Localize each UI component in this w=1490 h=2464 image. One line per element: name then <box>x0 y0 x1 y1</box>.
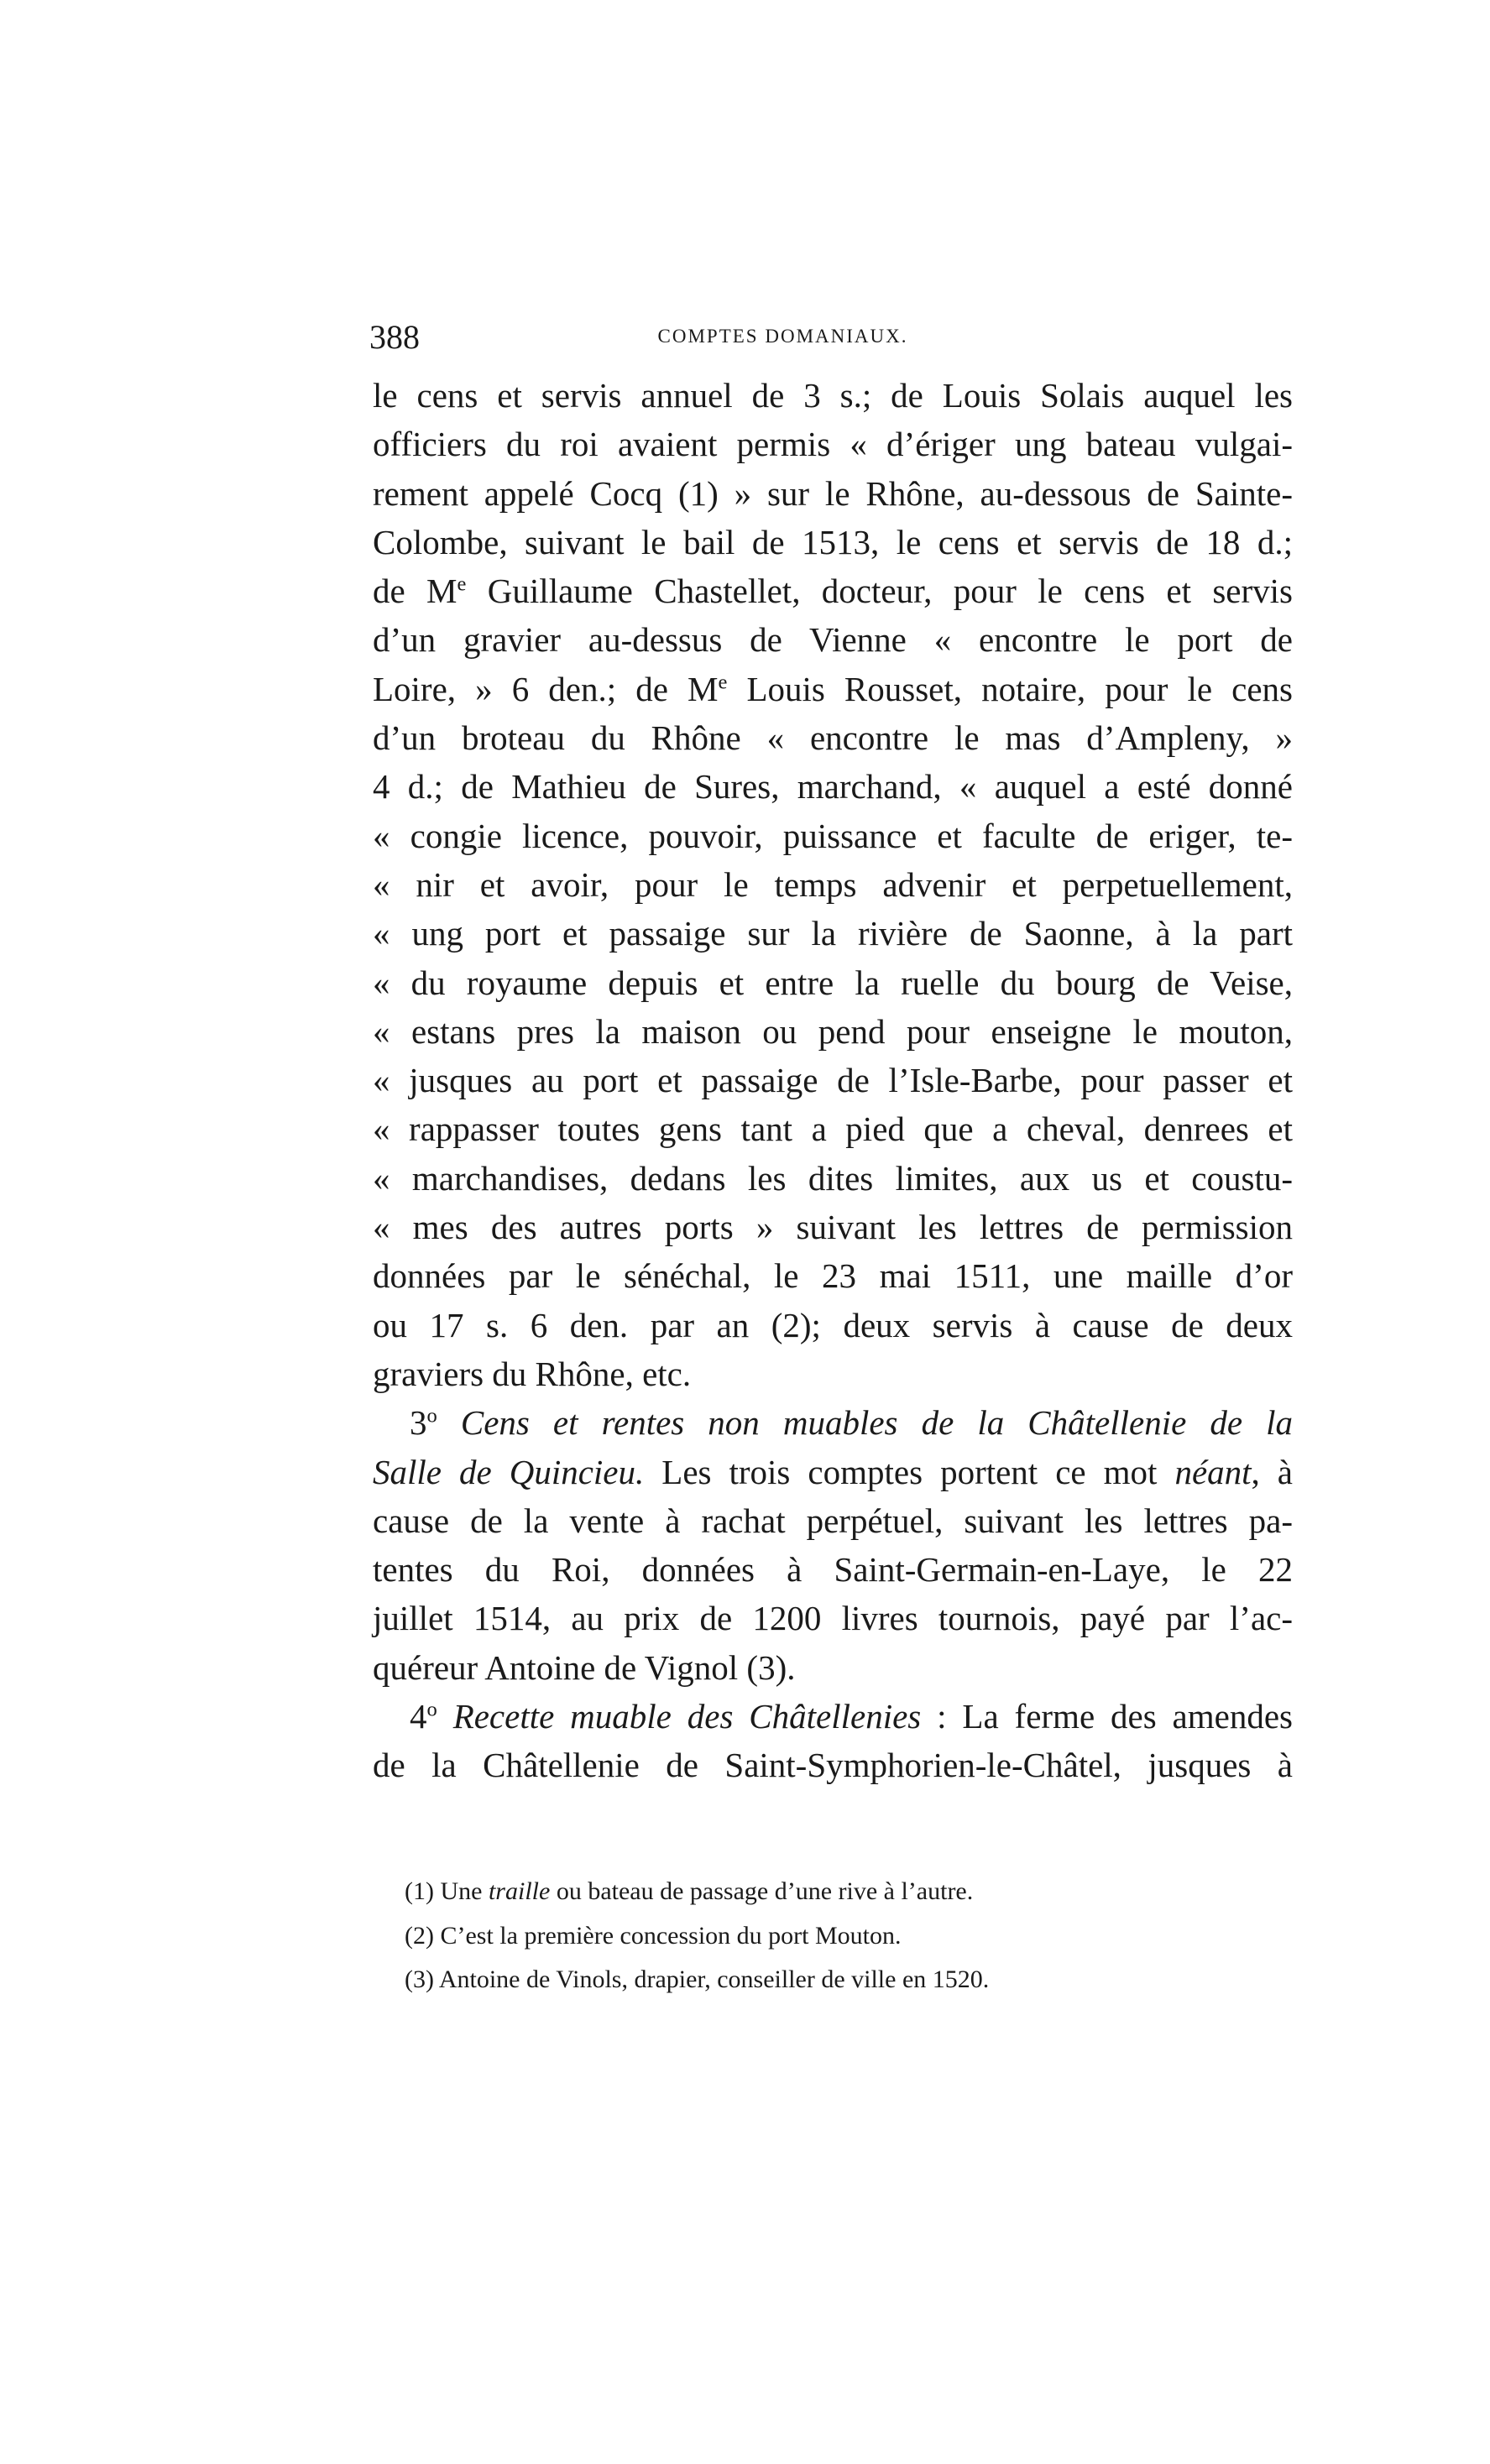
text-line <box>373 1007 1293 1056</box>
text-line <box>373 615 1293 664</box>
text-segment: officiers du roi avaient permis « d’ériger ung bateau vulgai- <box>373 425 1293 464</box>
text-line <box>373 713 1293 762</box>
text-line <box>373 1692 1293 1741</box>
text-segment: Louis Rousset, notaire, pour le cens <box>727 669 1293 708</box>
text-segment: « du royaume depuis et entre la ruelle du bourg de Veise, <box>373 963 1293 1002</box>
text-segment: graviers du Rhône, etc. <box>373 1354 692 1393</box>
text-segment: ou bateau de passage d’une rive à l’autre. <box>550 1877 974 1905</box>
text-segment: quéreur Antoine de Vignol (3). <box>373 1647 796 1687</box>
text-segment: « congie licence, pouvoir, puissance et faculte de eriger, te- <box>373 816 1293 855</box>
text-segment: « nir et avoir, pour le temps advenir et perpetuellement, <box>373 864 1293 904</box>
page-number: 388 <box>369 318 420 356</box>
text-segment: , à <box>1251 1452 1293 1491</box>
text-segment: d’un broteau du Rhône « encontre le mas d’Ampleny, » <box>373 718 1293 758</box>
text-segment: le cens et servis annuel de 3 s.; de Louis Solais auquel les <box>373 376 1293 415</box>
italic-text: Cens et rentes non muables de la Châtellenie de la <box>460 1403 1293 1443</box>
text-segment: Guillaume Chastellet, docteur, pour le cens et servis <box>466 572 1293 611</box>
text-line <box>373 665 1293 713</box>
text-segment: 4 <box>410 1697 427 1736</box>
text-line <box>373 812 1293 860</box>
text-segment: juillet 1514, au prix de 1200 livres tournois, payé par l’ac- <box>373 1599 1293 1638</box>
running-head: COMPTES DOMANIAUX. <box>657 326 908 347</box>
text-segment: données par le sénéchal, le 23 mai 1511, une maille d’or <box>373 1256 1293 1296</box>
text-segment: Les trois comptes portent ce mot <box>644 1452 1175 1491</box>
text-segment: e <box>718 671 728 694</box>
footnotes <box>405 1870 989 2002</box>
text-line <box>373 1496 1293 1545</box>
text-line <box>373 1448 1293 1496</box>
text-line <box>373 518 1293 566</box>
text-segment: (1) Une <box>405 1877 489 1905</box>
text-line <box>373 371 1293 420</box>
text-segment: 4 d.; de Mathieu de Sures, marchand, « auquel a esté donné <box>373 767 1293 807</box>
text-line <box>373 1349 1293 1398</box>
text-line <box>373 860 1293 909</box>
text-line <box>373 1251 1293 1300</box>
text-line <box>373 1104 1293 1153</box>
text-line <box>373 1203 1293 1251</box>
text-segment: « jusques au port et passaige de l’Isle-Barbe, pour passer et <box>373 1061 1293 1100</box>
italic-text: Salle de Quincieu. <box>373 1452 645 1491</box>
text-segment: de la Châtellenie de Saint-Symphorien-le-Châtel, jusques à <box>373 1746 1293 1785</box>
text-segment: rement appelé Cocq (1) » sur le Rhône, au-dessous de Sainte- <box>373 473 1293 513</box>
text-line <box>373 1398 1293 1447</box>
text-segment: o <box>426 1698 437 1721</box>
text-line <box>373 566 1293 615</box>
text-segment: e <box>457 572 467 596</box>
text-segment: o <box>426 1404 437 1428</box>
text-line <box>373 1643 1293 1692</box>
text-line <box>373 1056 1293 1104</box>
text-line <box>373 1594 1293 1642</box>
text-segment: Loire, » 6 den.; de M <box>373 669 719 708</box>
text-segment: (2) C’est la première concession du port Mouton. <box>405 1921 902 1950</box>
text-line <box>373 469 1293 518</box>
body-text <box>373 371 1293 1790</box>
text-segment: d’un gravier au-dessus de Vienne « encontre le port de <box>373 620 1293 660</box>
italic-text: traille <box>488 1877 551 1905</box>
text-segment: ou 17 s. 6 den. par an (2); deux servis à cause de deux <box>373 1305 1293 1344</box>
text-segment: de M <box>373 572 457 611</box>
text-line <box>373 1741 1293 1789</box>
text-segment <box>437 1403 461 1442</box>
footnote <box>405 1958 989 2002</box>
footnote <box>405 1914 989 1959</box>
text-segment: « estans pres la maison ou pend pour enseigne le mouton, <box>373 1011 1293 1051</box>
italic-text: néant <box>1174 1452 1252 1491</box>
text-segment: cause de la vente à rachat perpétuel, suivant les lettres pa- <box>373 1501 1293 1540</box>
italic-text: Recette muable des Châtellenies <box>452 1697 922 1736</box>
text-line <box>373 762 1293 811</box>
text-segment: tentes du Roi, données à Saint-Germain-en-Laye, le 22 <box>373 1550 1293 1590</box>
text-line <box>373 1301 1293 1349</box>
text-segment: « ung port et passaige sur la rivière de Saonne, à la part <box>373 914 1293 953</box>
text-segment <box>437 1697 453 1736</box>
text-segment: Colombe, suivant le bail de 1513, le cens et servis de 18 d.; <box>373 522 1293 561</box>
text-segment: : La ferme des amendes <box>921 1697 1293 1736</box>
text-line <box>373 909 1293 958</box>
text-line <box>373 958 1293 1007</box>
text-segment: « marchandises, dedans les dites limites, aux us et coustu- <box>373 1158 1293 1198</box>
text-line <box>373 420 1293 468</box>
footnote <box>405 1870 989 1914</box>
text-line <box>373 1545 1293 1594</box>
text-segment: « mes des autres ports » suivant les lettres de permission <box>373 1208 1293 1247</box>
text-line <box>373 1154 1293 1203</box>
text-segment: 3 <box>410 1403 427 1443</box>
text-segment: « rappasser toutes gens tant a pied que a cheval, denrees et <box>373 1109 1293 1149</box>
text-segment: (3) Antoine de Vinols, drapier, conseiller de ville en 1520. <box>405 1965 990 1993</box>
